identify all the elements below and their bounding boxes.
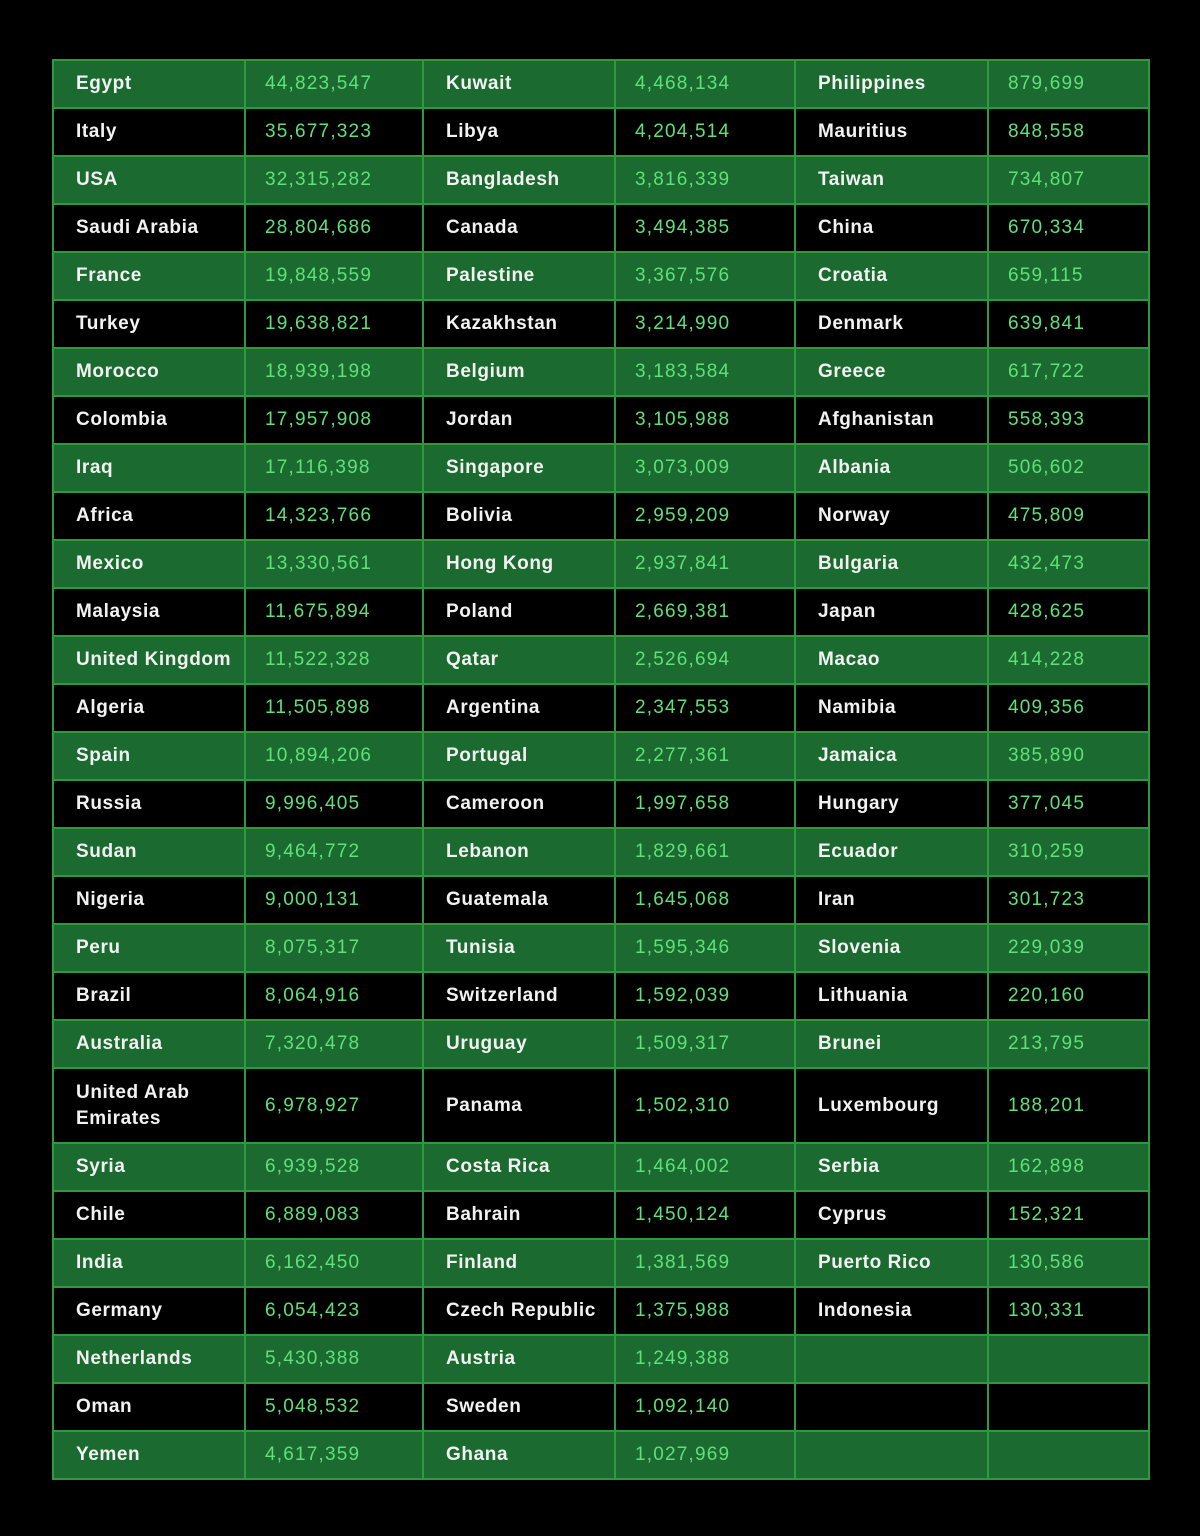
country-value-cell: 506,602	[988, 444, 1149, 492]
country-value-cell: 17,116,398	[245, 444, 423, 492]
table-row	[53, 1068, 1149, 1143]
country-name-cell: Yemen	[53, 1431, 245, 1479]
country-value-cell: 2,959,209	[615, 492, 795, 540]
country-value-cell: 8,064,916	[245, 972, 423, 1020]
country-value-cell: 1,464,002	[615, 1143, 795, 1191]
country-name-cell: Austria	[423, 1335, 615, 1383]
country-name-cell: Turkey	[53, 300, 245, 348]
country-name-cell: Mauritius	[795, 108, 988, 156]
country-name-cell: Ecuador	[795, 828, 988, 876]
country-value-table	[52, 59, 1150, 1480]
country-name-cell: Luxembourg	[795, 1068, 988, 1143]
country-name-cell: Africa	[53, 492, 245, 540]
country-value-cell: 670,334	[988, 204, 1149, 252]
country-value-cell	[988, 1431, 1149, 1479]
country-name-cell: Brazil	[53, 972, 245, 1020]
country-name-cell: Japan	[795, 588, 988, 636]
table-row	[53, 1239, 1149, 1287]
country-value-cell: 213,795	[988, 1020, 1149, 1068]
country-name-cell: Puerto Rico	[795, 1239, 988, 1287]
country-name-cell: Hungary	[795, 780, 988, 828]
country-name-cell	[795, 1383, 988, 1431]
country-name-cell: Greece	[795, 348, 988, 396]
country-value-cell: 1,450,124	[615, 1191, 795, 1239]
country-value-cell: 4,468,134	[615, 60, 795, 108]
country-name-cell: Uruguay	[423, 1020, 615, 1068]
table-row	[53, 396, 1149, 444]
country-name-cell: Morocco	[53, 348, 245, 396]
table-row	[53, 108, 1149, 156]
country-value-cell: 617,722	[988, 348, 1149, 396]
country-value-cell: 5,048,532	[245, 1383, 423, 1431]
table-row	[53, 1143, 1149, 1191]
country-name-cell: Guatemala	[423, 876, 615, 924]
country-value-cell: 9,000,131	[245, 876, 423, 924]
country-value-cell: 659,115	[988, 252, 1149, 300]
country-value-cell: 409,356	[988, 684, 1149, 732]
country-value-cell: 3,816,339	[615, 156, 795, 204]
country-value-cell: 639,841	[988, 300, 1149, 348]
country-value-cell: 377,045	[988, 780, 1149, 828]
table-row	[53, 924, 1149, 972]
country-value-cell: 220,160	[988, 972, 1149, 1020]
country-name-cell: Ghana	[423, 1431, 615, 1479]
table-row	[53, 540, 1149, 588]
country-value-cell: 1,592,039	[615, 972, 795, 1020]
country-value-cell: 188,201	[988, 1068, 1149, 1143]
country-value-cell: 32,315,282	[245, 156, 423, 204]
country-name-cell: Lithuania	[795, 972, 988, 1020]
country-name-cell: Australia	[53, 1020, 245, 1068]
country-name-cell: USA	[53, 156, 245, 204]
country-value-cell: 19,848,559	[245, 252, 423, 300]
country-value-cell: 18,939,198	[245, 348, 423, 396]
country-name-cell: Sweden	[423, 1383, 615, 1431]
country-value-cell: 11,675,894	[245, 588, 423, 636]
table-body	[53, 60, 1149, 1479]
country-name-cell: Lebanon	[423, 828, 615, 876]
country-value-cell: 1,502,310	[615, 1068, 795, 1143]
country-name-cell: Bahrain	[423, 1191, 615, 1239]
country-name-cell: Finland	[423, 1239, 615, 1287]
country-name-cell: Oman	[53, 1383, 245, 1431]
country-value-cell: 162,898	[988, 1143, 1149, 1191]
country-value-cell: 7,320,478	[245, 1020, 423, 1068]
country-value-cell: 3,214,990	[615, 300, 795, 348]
country-value-cell: 475,809	[988, 492, 1149, 540]
country-value-cell: 734,807	[988, 156, 1149, 204]
country-name-cell: Syria	[53, 1143, 245, 1191]
country-name-cell: Chile	[53, 1191, 245, 1239]
country-name-cell: Palestine	[423, 252, 615, 300]
country-value-cell: 2,347,553	[615, 684, 795, 732]
country-name-cell: Macao	[795, 636, 988, 684]
country-value-cell: 310,259	[988, 828, 1149, 876]
table-row	[53, 60, 1149, 108]
country-name-cell: Denmark	[795, 300, 988, 348]
table-row	[53, 1191, 1149, 1239]
country-value-cell: 385,890	[988, 732, 1149, 780]
table-row	[53, 780, 1149, 828]
country-value-cell: 10,894,206	[245, 732, 423, 780]
country-value-cell: 6,889,083	[245, 1191, 423, 1239]
country-name-cell: Netherlands	[53, 1335, 245, 1383]
country-name-cell: Costa Rica	[423, 1143, 615, 1191]
country-name-cell: Tunisia	[423, 924, 615, 972]
country-name-cell: Kuwait	[423, 60, 615, 108]
country-name-cell: Taiwan	[795, 156, 988, 204]
country-name-cell: Belgium	[423, 348, 615, 396]
country-name-cell: Jamaica	[795, 732, 988, 780]
country-value-cell: 9,996,405	[245, 780, 423, 828]
table-row	[53, 300, 1149, 348]
country-name-cell: Croatia	[795, 252, 988, 300]
country-value-cell: 11,522,328	[245, 636, 423, 684]
country-name-cell: Portugal	[423, 732, 615, 780]
country-value-cell: 4,617,359	[245, 1431, 423, 1479]
country-name-cell: Iraq	[53, 444, 245, 492]
country-value-cell: 2,277,361	[615, 732, 795, 780]
country-value-cell: 3,494,385	[615, 204, 795, 252]
country-name-cell: Malaysia	[53, 588, 245, 636]
country-name-cell: Philippines	[795, 60, 988, 108]
country-value-cell: 1,249,388	[615, 1335, 795, 1383]
country-name-cell: Cameroon	[423, 780, 615, 828]
country-value-cell: 9,464,772	[245, 828, 423, 876]
table-row	[53, 156, 1149, 204]
country-name-cell: Colombia	[53, 396, 245, 444]
country-name-cell: Serbia	[795, 1143, 988, 1191]
country-value-cell	[988, 1383, 1149, 1431]
country-value-cell: 28,804,686	[245, 204, 423, 252]
country-value-cell: 3,105,988	[615, 396, 795, 444]
country-value-cell: 5,430,388	[245, 1335, 423, 1383]
table-row	[53, 1020, 1149, 1068]
country-value-cell: 229,039	[988, 924, 1149, 972]
table-row	[53, 348, 1149, 396]
country-name-cell: Peru	[53, 924, 245, 972]
table-row	[53, 636, 1149, 684]
country-value-cell: 130,331	[988, 1287, 1149, 1335]
country-name-cell: Hong Kong	[423, 540, 615, 588]
country-name-cell: United Kingdom	[53, 636, 245, 684]
country-value-cell: 1,829,661	[615, 828, 795, 876]
country-name-cell: Algeria	[53, 684, 245, 732]
country-value-cell: 3,183,584	[615, 348, 795, 396]
country-value-cell: 44,823,547	[245, 60, 423, 108]
country-name-cell: Italy	[53, 108, 245, 156]
country-value-cell: 1,645,068	[615, 876, 795, 924]
country-value-cell: 1,381,569	[615, 1239, 795, 1287]
country-value-cell: 19,638,821	[245, 300, 423, 348]
country-value-cell: 1,509,317	[615, 1020, 795, 1068]
country-name-cell: Bulgaria	[795, 540, 988, 588]
country-name-cell: Mexico	[53, 540, 245, 588]
country-name-cell: Afghanistan	[795, 396, 988, 444]
country-name-cell: Iran	[795, 876, 988, 924]
table-row	[53, 252, 1149, 300]
table-row	[53, 732, 1149, 780]
country-value-cell: 1,997,658	[615, 780, 795, 828]
table-row	[53, 1335, 1149, 1383]
table-row	[53, 588, 1149, 636]
table-row	[53, 684, 1149, 732]
table-row	[53, 444, 1149, 492]
country-value-cell: 17,957,908	[245, 396, 423, 444]
country-name-cell: Brunei	[795, 1020, 988, 1068]
country-name-cell: Qatar	[423, 636, 615, 684]
country-value-cell: 4,204,514	[615, 108, 795, 156]
country-name-cell: Argentina	[423, 684, 615, 732]
country-value-cell: 414,228	[988, 636, 1149, 684]
table-row	[53, 1287, 1149, 1335]
country-name-cell: Sudan	[53, 828, 245, 876]
country-name-cell: Panama	[423, 1068, 615, 1143]
country-name-cell: Egypt	[53, 60, 245, 108]
country-value-cell: 2,526,694	[615, 636, 795, 684]
country-name-cell: Norway	[795, 492, 988, 540]
country-name-cell	[795, 1335, 988, 1383]
country-name-cell: Bangladesh	[423, 156, 615, 204]
country-value-cell: 1,027,969	[615, 1431, 795, 1479]
country-name-cell: Nigeria	[53, 876, 245, 924]
country-name-cell: Jordan	[423, 396, 615, 444]
country-name-cell: Saudi Arabia	[53, 204, 245, 252]
country-name-cell: Namibia	[795, 684, 988, 732]
table-row	[53, 972, 1149, 1020]
country-value-cell: 130,586	[988, 1239, 1149, 1287]
country-name-cell: United Arab Emirates	[53, 1068, 245, 1143]
country-value-cell: 35,677,323	[245, 108, 423, 156]
country-name-cell: Slovenia	[795, 924, 988, 972]
country-value-cell: 1,595,346	[615, 924, 795, 972]
country-name-cell: Canada	[423, 204, 615, 252]
country-name-cell: Albania	[795, 444, 988, 492]
country-value-cell: 3,367,576	[615, 252, 795, 300]
country-name-cell: Poland	[423, 588, 615, 636]
country-value-cell: 432,473	[988, 540, 1149, 588]
country-name-cell: Russia	[53, 780, 245, 828]
country-name-cell: Czech Republic	[423, 1287, 615, 1335]
country-value-cell: 14,323,766	[245, 492, 423, 540]
country-value-cell: 6,978,927	[245, 1068, 423, 1143]
country-value-cell: 2,937,841	[615, 540, 795, 588]
country-value-cell: 848,558	[988, 108, 1149, 156]
country-name-cell: Indonesia	[795, 1287, 988, 1335]
country-name-cell: India	[53, 1239, 245, 1287]
country-name-cell: China	[795, 204, 988, 252]
country-value-cell: 1,092,140	[615, 1383, 795, 1431]
country-value-cell: 13,330,561	[245, 540, 423, 588]
country-name-cell: Spain	[53, 732, 245, 780]
country-value-cell: 2,669,381	[615, 588, 795, 636]
country-name-cell: Cyprus	[795, 1191, 988, 1239]
country-value-cell	[988, 1335, 1149, 1383]
country-value-cell: 6,939,528	[245, 1143, 423, 1191]
country-value-cell: 1,375,988	[615, 1287, 795, 1335]
table-row	[53, 492, 1149, 540]
country-value-cell: 301,723	[988, 876, 1149, 924]
country-name-cell: Germany	[53, 1287, 245, 1335]
country-value-cell: 6,162,450	[245, 1239, 423, 1287]
country-value-cell: 428,625	[988, 588, 1149, 636]
country-name-cell: France	[53, 252, 245, 300]
country-name-cell: Switzerland	[423, 972, 615, 1020]
country-value-cell: 8,075,317	[245, 924, 423, 972]
country-name-cell: Bolivia	[423, 492, 615, 540]
country-value-cell: 6,054,423	[245, 1287, 423, 1335]
table-row	[53, 1431, 1149, 1479]
table-row	[53, 204, 1149, 252]
table-row	[53, 1383, 1149, 1431]
country-value-cell: 11,505,898	[245, 684, 423, 732]
country-name-cell	[795, 1431, 988, 1479]
table-row	[53, 828, 1149, 876]
country-value-cell: 3,073,009	[615, 444, 795, 492]
country-name-cell: Kazakhstan	[423, 300, 615, 348]
country-value-cell: 558,393	[988, 396, 1149, 444]
country-name-cell: Singapore	[423, 444, 615, 492]
country-name-cell: Libya	[423, 108, 615, 156]
table-row	[53, 876, 1149, 924]
country-value-cell: 152,321	[988, 1191, 1149, 1239]
country-value-cell: 879,699	[988, 60, 1149, 108]
